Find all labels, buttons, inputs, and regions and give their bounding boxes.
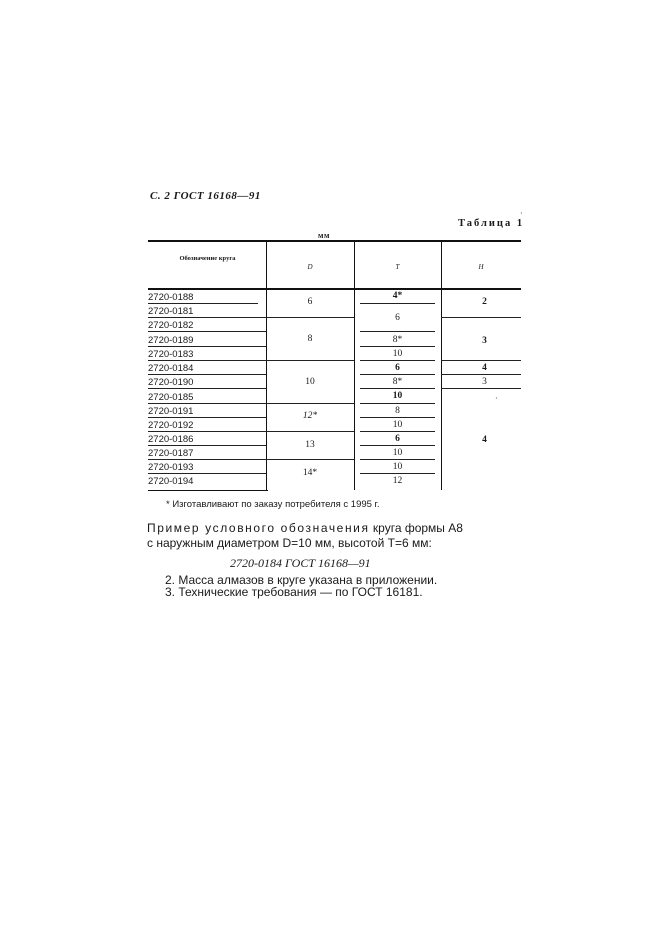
header-T: T [395, 263, 400, 271]
t-value: 10 [392, 391, 403, 401]
d-value: 14* [302, 468, 318, 478]
row-rule [148, 331, 266, 332]
code-cell: 2720-0185 [148, 392, 194, 403]
code-cell: 2720-0186 [148, 434, 194, 445]
header-designation: Обозначение круга [179, 255, 236, 262]
t-row-rule [360, 388, 435, 389]
header-H: H [478, 263, 484, 271]
code-cell: 2720-0192 [148, 420, 194, 431]
table-caption: Таблица 1 [458, 218, 525, 229]
page-header: С. 2 ГОСТ 16168—91 [150, 190, 261, 202]
t-row-rule [360, 360, 435, 361]
t-value: 8* [392, 335, 403, 345]
t-row-rule [360, 331, 435, 332]
d-group-rule [266, 431, 354, 432]
example-paragraph [147, 521, 537, 551]
col-rule-1 [266, 242, 267, 490]
h-row-rule [441, 317, 521, 318]
d-value: 12* [302, 411, 318, 421]
code-cell: 2720-0191 [148, 406, 194, 417]
t-row-rule [360, 374, 435, 375]
note-2: 2. Масса алмазов в круге указана в приложении. [165, 573, 438, 587]
h-value: 2 [482, 297, 487, 307]
row-rule [148, 403, 266, 404]
code-cell: 2720-0188 [148, 292, 194, 303]
t-row-rule [360, 445, 435, 446]
example-designation: 2720-0184 ГОСТ 16168—91 [230, 556, 371, 570]
row-rule [148, 445, 266, 446]
code-cell: 2720-0181 [148, 306, 194, 317]
d-group-rule [266, 403, 354, 404]
t-value: 6 [395, 363, 400, 373]
h-row-rule [441, 374, 521, 375]
t-value: 8 [395, 406, 400, 416]
t-value: 8* [392, 377, 403, 387]
d-group-rule [266, 317, 354, 318]
example-line1-rest: круга формы А8 [369, 521, 463, 535]
t-value: 6 [395, 313, 400, 323]
t-value: 10 [392, 420, 403, 430]
row-rule [148, 417, 266, 418]
row-rule [148, 388, 266, 389]
h-row-rule [441, 360, 521, 361]
code-cell: 2720-0187 [148, 448, 194, 459]
table-top-rule [148, 240, 521, 242]
h-value: 3 [482, 336, 487, 346]
example-lead: Пример условного обозначения [147, 521, 370, 535]
code-cell: 2720-0182 [148, 320, 194, 331]
t-value: 12 [392, 476, 403, 486]
table-bottom-rule [148, 490, 268, 491]
h-value: 4 [482, 363, 487, 373]
t-value: 6 [395, 434, 400, 444]
code-cell: 2720-0189 [148, 335, 194, 346]
t-row-rule [360, 403, 435, 404]
h-value: 3 [482, 377, 487, 387]
d-value: 13 [305, 440, 315, 450]
header-bottom-rule [148, 288, 521, 290]
d-group-rule [266, 459, 354, 460]
code-cell: 2720-0193 [148, 462, 194, 473]
h-row-rule [441, 388, 521, 389]
d-value: 6 [307, 297, 313, 307]
table-footnote: * Изготавливают по заказу потребителя с 1995 г. [166, 499, 380, 510]
t-row-rule [360, 431, 435, 432]
table-units: мм [318, 231, 330, 240]
t-value: 10 [392, 462, 403, 472]
row-rule [148, 473, 266, 474]
code-cell: 2720-0183 [148, 349, 194, 360]
code-cell: 2720-0184 [148, 363, 194, 374]
t-row-rule [360, 417, 435, 418]
t-value: 4* [392, 291, 403, 301]
note-3: 3. Технические требования — по ГОСТ 16181. [165, 585, 423, 599]
row-rule [148, 360, 266, 361]
row-rule [148, 346, 266, 347]
t-row-rule [360, 473, 435, 474]
code-cell: 2720-0194 [148, 476, 194, 487]
t-value: 10 [392, 349, 403, 359]
row-rule [148, 459, 266, 460]
row-rule [148, 303, 258, 304]
t-row-rule [360, 303, 435, 304]
t-row-rule [360, 459, 435, 460]
row-rule [148, 431, 266, 432]
d-group-rule [266, 360, 354, 361]
header-D: D [307, 263, 313, 271]
stray-mark: · [520, 209, 523, 218]
row-rule [148, 374, 266, 375]
d-value: 10 [305, 377, 315, 387]
stray-mark: · [495, 394, 498, 403]
h-value: 4 [482, 435, 487, 445]
example-line2: с наружным диаметром D=10 мм, высотой T=6 мм: [147, 536, 432, 550]
d-value: 8 [307, 334, 313, 344]
t-value: 10 [392, 448, 403, 458]
t-row-rule [360, 346, 435, 347]
code-cell: 2720-0190 [148, 377, 194, 388]
row-rule [148, 317, 266, 318]
